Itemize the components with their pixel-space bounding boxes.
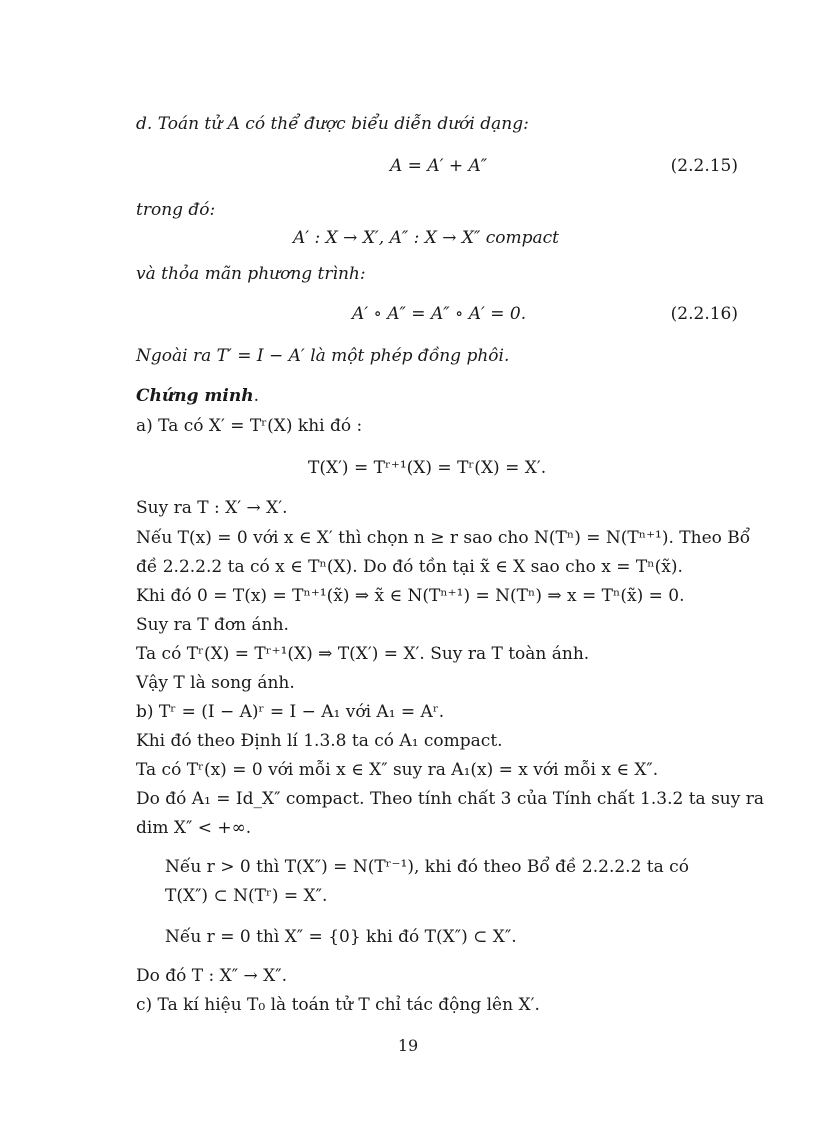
satisfies-label: và thỏa mãn phương trình: [136,264,366,284]
proof-a-line-8: Vậy T là song ánh. [136,673,295,693]
proof-b-line-3: Ta có Tʳ(x) = 0 với mỗi x ∈ X″ suy ra A₁(x) = x với mỗi x ∈ X″. [136,760,659,780]
page-number: 19 [397,1036,419,1055]
proof-c-line-1: c) Ta kí hiệu T₀ là toán tử T chỉ tác động lên X′. [136,995,540,1015]
proof-conclusion: Do đó T : X″ → X″. [136,966,288,986]
equation-2-2-15: A = A′ + A″ [390,156,488,176]
proof-a-line-3: Nếu T(x) = 0 với x ∈ X′ thì chọn n ≥ r sao cho N(Tⁿ) = N(Tⁿ⁺¹). Theo Bổ [136,528,751,548]
proof-a-equation: T(X′) = Tʳ⁺¹(X) = Tʳ(X) = X′. [308,458,547,478]
proof-b-line-1: b) Tʳ = (I − A)ʳ = I − A₁ với A₁ = Aʳ. [136,702,445,722]
part-d-intro: d. Toán tử A có thể được biểu diễn dưới dạng: [136,114,529,134]
proof-b-line-5: dim X″ < +∞. [136,818,252,838]
proof-b-line-2: Khi đó theo Định lí 1.3.8 ta có A₁ compact. [136,731,503,751]
proof-a-line-7: Ta có Tʳ(X) = Tʳ⁺¹(X) ⇒ T(X′) = X′. Suy ra T toàn ánh. [136,644,590,664]
proof-title: Chứng minh [136,386,254,406]
where-label: trong đó: [136,200,216,220]
operator-maps: A′ : X → X′, A″ : X → X″ compact [293,228,560,248]
proof-a-line-5: Khi đó 0 = T(x) = Tⁿ⁺¹(x̃) ⇒ x̃ ∈ N(Tⁿ⁺¹) = N(Tⁿ) ⇒ x = Tⁿ(x̃) = 0. [136,586,685,606]
proof-b-line-4: Do đó A₁ = Id_X″ compact. Theo tính chất 3 của Tính chất 1.3.2 ta suy ra [136,789,765,809]
proof-a-line-6: Suy ra T đơn ánh. [136,615,289,635]
proof-title-dot: . [253,386,259,406]
case-r-zero: Nếu r = 0 thì X″ = {0} khi đó T(X″) ⊂ X″. [165,927,517,947]
case-r-positive-line-1: Nếu r > 0 thì T(X″) = N(Tʳ⁻¹), khi đó theo Bổ đề 2.2.2.2 ta có [165,857,689,877]
equation-2-2-16: A′ ∘ A″ = A″ ∘ A′ = 0. [352,304,527,324]
proof-heading [136,385,259,407]
equation-number-2-2-15: (2.2.15) [670,156,738,176]
proof-a-line-4: đề 2.2.2.2 ta có x ∈ Tⁿ(X). Do đó tồn tại x̃ ∈ X sao cho x = Tⁿ(x̃). [136,557,683,577]
homeomorphism-statement: Ngoài ra T′ = I − A′ là một phép đồng phôi. [136,346,510,366]
case-r-positive-line-2: T(X″) ⊂ N(Tʳ) = X″. [165,886,328,906]
proof-a-line-2: Suy ra T : X′ → X′. [136,498,288,518]
proof-a-line-1: a) Ta có X′ = Tʳ(X) khi đó : [136,416,363,436]
equation-number-2-2-16: (2.2.16) [670,304,738,324]
